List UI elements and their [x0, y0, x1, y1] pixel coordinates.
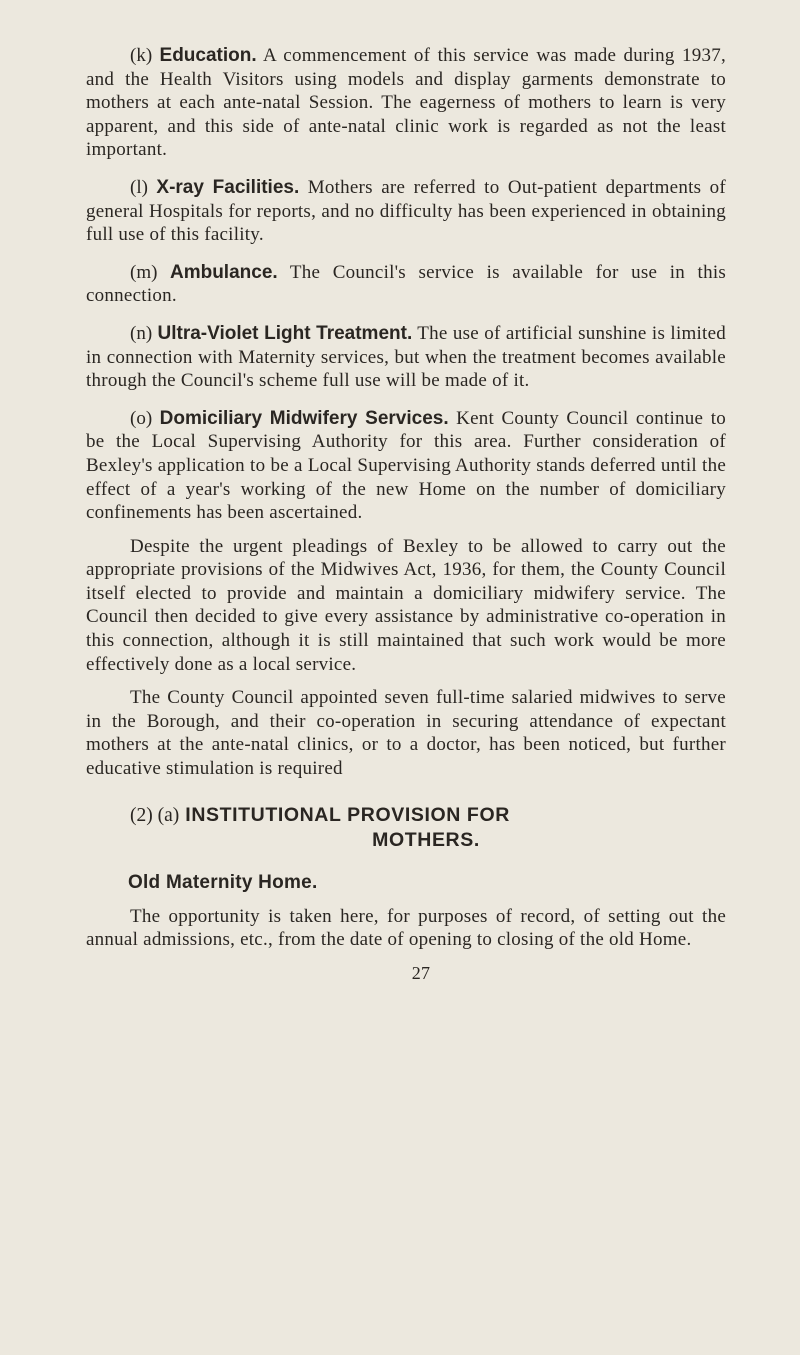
section-l-text: Mothers are referred to Out-patient departments of general Hospitals for reports, and no difficulty has been experienced in obtaining full use of this facility. [86, 176, 727, 246]
old-maternity-home-heading: Old Maternity Home. [128, 871, 318, 893]
section-m-title: Ambulance. [169, 261, 278, 283]
institutional-heading-line1: INSTITUTIONAL PROVISION FOR [185, 803, 510, 826]
section-o-paragraph-3: The County Council appointed seven full-time salaried midwives to serve in the Borough, and their co-operation in securing attendance of expectant mothers at the ante-natal clinics, or to a doctor, has been noticed, but further educative stimulation is required [86, 687, 726, 780]
section-o-paragraph-2: Despite the urgent pleadings of Bexley to be allowed to carry out the appropriate provisions of the Midwives Act, 1936, for them, the County Council itself elected to provide and maintain a domiciliary midwifery service. The Council then decided to give every assistance by administrative co-operation in this connection, although it is still maintained that such work would be more effectively done as a local service. [86, 535, 726, 675]
section-o-label: (o) [130, 407, 153, 429]
section-m-text: The Council's service is available for use in this connection. [86, 261, 726, 307]
section-l [86, 176, 726, 247]
page-number: 27 [411, 962, 431, 983]
section-o-title: Domiciliary Midwifery Services. [159, 407, 449, 429]
section-n [86, 322, 726, 393]
section-k-title: Education. [159, 45, 257, 66]
section-k [86, 44, 726, 162]
section-n-title: Ultra-Violet Light Treatment. [157, 322, 413, 344]
section-n-text: The use of artificial sunshine is limited in connection with Maternity services, but when the treatment becomes available through the Council's scheme full use will be made of it. [86, 322, 727, 392]
institutional-text: The opportunity is taken here, for purposes of record, of setting out the annual admissions, etc., from the date of opening to closing of the old Home. [86, 905, 726, 951]
section-l-title: X-ray Facilities. [156, 176, 300, 198]
section-m [86, 261, 726, 308]
document-page [86, 44, 726, 985]
institutional-heading-line2: MOTHERS. [372, 828, 480, 851]
section-o-text: Kent County Council continue to be the Local Supervising Authority for this area. Further consideration of Bexley's application to be a Local Supervising Authority stands deferred until the effect of a year's working of the new Home on the number of domiciliary confinements has been ascertained. [86, 407, 726, 524]
section-k-label: (k) [130, 45, 153, 66]
institutional-heading [86, 803, 726, 828]
institutional-label: (2) (a) [130, 804, 180, 826]
section-l-label: (l) [130, 176, 148, 198]
section-m-label: (m) [130, 261, 158, 283]
section-o [86, 407, 726, 525]
section-k-text: A commencement of this service was made during 1937, and the Health Visitors using models and display garments demonstrate to mothers at each ante-natal Session. The eagerness of mothers to learn is very apparent, and this side of ante-natal clinic work is regarded as not the least important. [86, 45, 727, 161]
section-n-label: (n) [130, 322, 153, 344]
